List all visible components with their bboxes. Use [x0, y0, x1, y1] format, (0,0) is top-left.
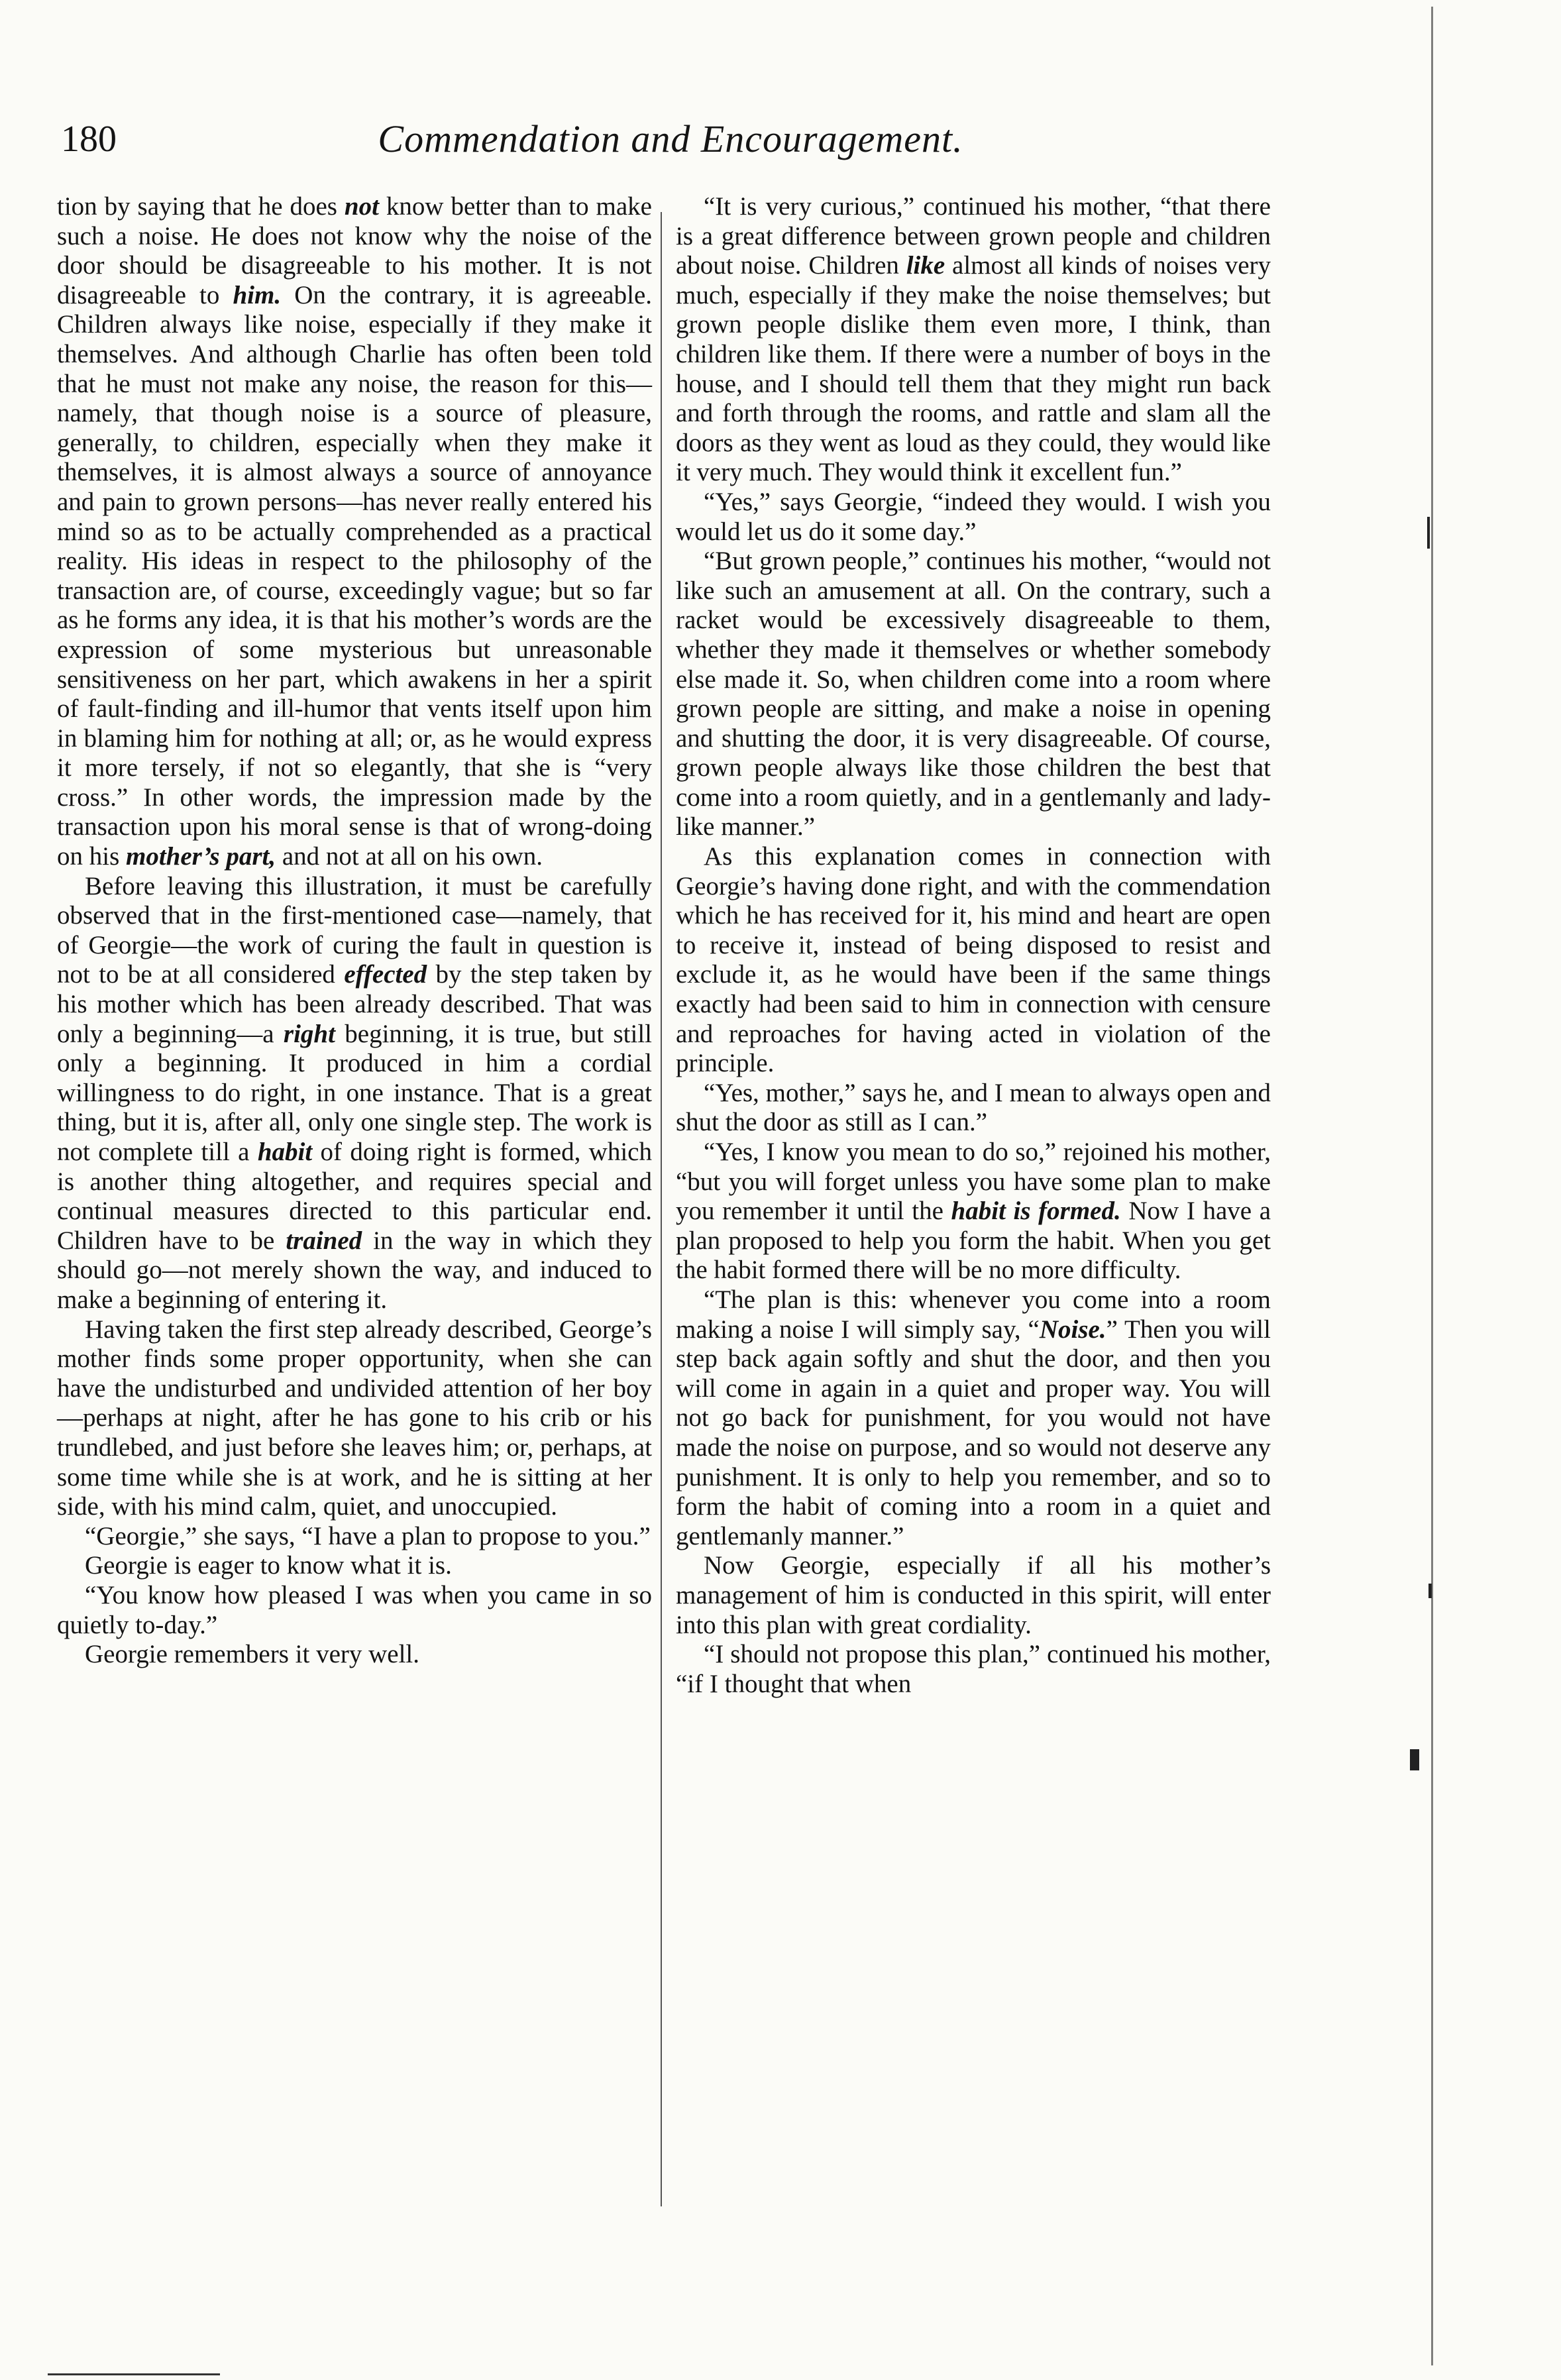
paragraph: “Yes, I know you mean to do so,” rejoined his mother, “but you will forget unless you have some plan to make you remember it until the habit is formed. Now I have a plan proposed to help you form the habit. When you get the habit formed there will be no more difficulty. [676, 1138, 1271, 1285]
left-column [57, 192, 652, 1670]
running-head [61, 113, 1280, 166]
paragraph: “But grown people,” continues his mother, “would not like such an amusement at all. On the contrary, such a racket would be excessively disagreeable to them, whether they made it themselves or whether somebody else made it. So, when children come into a room where grown people are sitting, and make a noise in opening and shutting the door, it is very disagreeable. Of course, grown people always like those children the best that come into a room quietly, and in a gentlemanly and lady-like manner.” [676, 547, 1271, 841]
paragraph: “The plan is this: whenever you come into a room making a noise I will simply say, “Noise.” Then you will step back again softly and shut the door, and then you will come in again in a quiet and proper way. You will not go back for punishment, for you would not have made the noise on purpose, and so would not deserve any punishment. It is only to help you remember, and so to form the habit of coming into a room in a quiet and gentlemanly manner.” [676, 1285, 1271, 1550]
paragraph: “Yes, mother,” says he, and I mean to always open and shut the door as still as I can.” [676, 1078, 1271, 1137]
footer-rule [48, 2373, 220, 2375]
column-divider [661, 212, 662, 2206]
paragraph: “It is very curious,” continued his mother, “that there is a great difference between grown people and children about noise. Children like almost all kinds of noises very much, especially if they make the noise themselves; but grown people dislike them even more, I think, than children like them. If there were a number of boys in the house, and I should tell them that they might run back and forth through the rooms, and rattle and slam all the doors as they went as loud as they could, they would like it very much. They would think it excellent fun.” [676, 192, 1271, 487]
paragraph: tion by saying that he does not know better than to make such a noise. He does not know why the noise of the door should be disagreeable to his mother. It is not disagreeable to him. On the contrary, it is agreeable. Children always like noise, especially if they make it themselves. And although Charlie has often been told that he must not make any noise, the reason for this—namely, that though noise is a source of pleasure, generally, to children, especially when they make it themselves, it is almost always a source of annoyance and pain to grown persons—has never really entered his mind so as to be actually comprehended as a practical reality. His ideas in respect to the philosophy of the transaction are, of course, exceedingly vague; but so far as he forms any idea, it is that his mother’s words are the expression of some mysterious but unreasonable sensitiveness on her part, which awakens in her a spirit of fault-finding and ill-humor that vents itself upon him in blaming him for nothing at all; or, as he would express it more tersely, if not so elegantly, that she is “very cross.” In other words, the impression made by the transaction upon his moral sense is that of wrong-doing on his mother’s part, and not at all on his own. [57, 192, 652, 871]
paragraph: “Georgie,” she says, “I have a plan to propose to you.” [85, 1521, 651, 1550]
paragraph: Georgie is eager to know what it is. [85, 1551, 452, 1580]
paragraph: Having taken the first step already described, George’s mother finds some proper opportunity, when she can have the undisturbed and undivided attention of her boy —perhaps at night, after he has gone to his crib or his trundlebed, and just before she leaves him; or, perhaps, at some time while she is at work, and he is sitting at her side, with his mind calm, quiet, and unoccupied. [57, 1315, 652, 1521]
paragraph: As this explanation comes in connection with Georgie’s having done right, and with the commendation which he has received for it, his mind and heart are open to receive it, instead of being disposed to resist and exclude it, as he would have been if the same things exactly had been said to him in connection with censure and reproaches for having acted in violation of the principle. [676, 842, 1271, 1078]
right-column [676, 192, 1271, 1699]
edge-mark [1428, 1584, 1432, 1598]
paragraph: Georgie remembers it very well. [85, 1640, 420, 1669]
running-title: Commendation and Encouragement. [378, 117, 963, 160]
paragraph: “I should not propose this plan,” continued his mother, “if I thought that when [676, 1640, 1271, 1698]
page-number: 180 [61, 119, 117, 160]
paragraph: “Yes,” says Georgie, “indeed they would. I wish you would let us do it some day.” [676, 487, 1271, 546]
paragraph: Before leaving this illustration, it must be carefully observed that in the first-mentioned case—namely, that of Georgie—the work of curing the fault in question is not to be at all considered effected by the step taken by his mother which has been already described. That was only a beginning—a right beginning, it is true, but still only a beginning. It produced in him a cordial willingness to do right, in one instance. That is a great thing, but it is, after all, only one single step. The work is not complete till a habit of doing right is formed, which is another thing altogether, and requires special and continual measures directed to this particular end. Children have to be trained in the way in which they should go—not merely shown the way, and induced to make a beginning of entering it. [57, 871, 653, 1314]
paragraph: “You know how pleased I was when you came in so quietly to-day.” [57, 1580, 652, 1639]
paragraph: Now Georgie, especially if all his mother’s management of him is conducted in this spirit, will enter into this plan with great cordiality. [676, 1551, 1271, 1639]
edge-mark [1410, 1749, 1419, 1770]
page-edge-line [1431, 7, 1433, 2365]
edge-mark [1427, 517, 1430, 549]
